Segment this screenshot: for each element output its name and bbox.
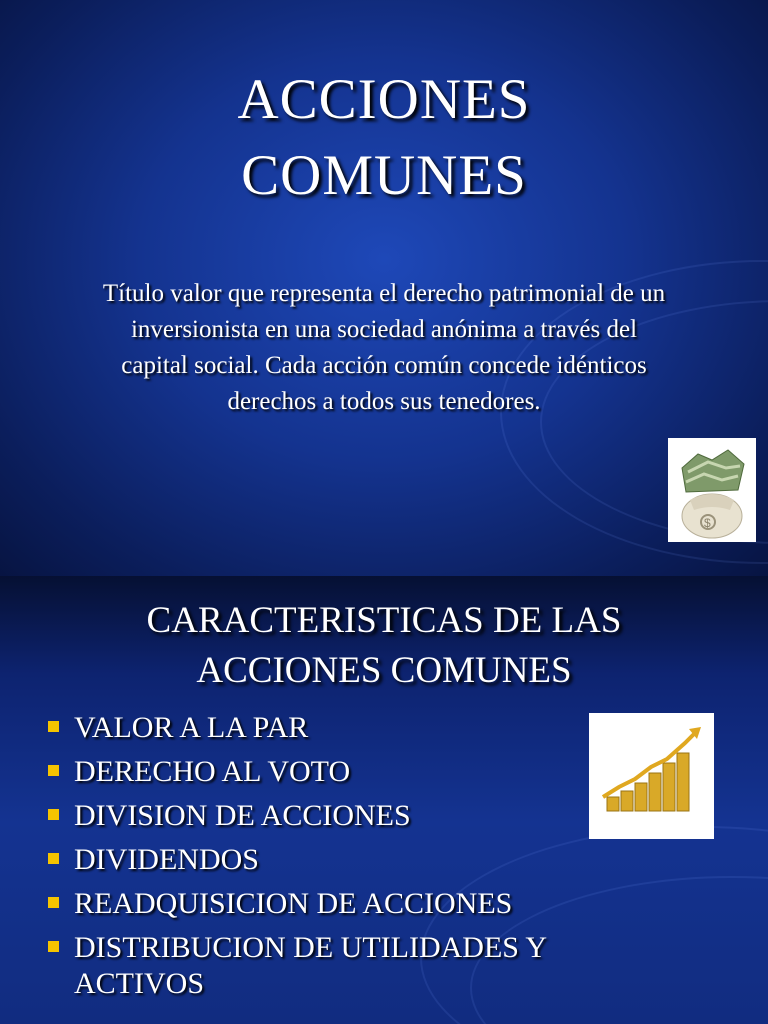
title-line: ACCIONES — [237, 68, 531, 131]
characteristics-list — [44, 710, 644, 1010]
slide-2-title — [0, 596, 768, 696]
bullet-square-icon — [48, 809, 59, 820]
title-line: COMUNES — [241, 144, 527, 207]
bullet-square-icon — [48, 941, 59, 952]
list-item: READQUISICION DE ACCIONES — [44, 886, 644, 922]
svg-text:$: $ — [704, 516, 711, 530]
bullet-square-icon — [48, 853, 59, 864]
list-item: DIVIDENDOS — [44, 842, 644, 878]
bullet-square-icon — [48, 721, 59, 732]
slide-2 — [0, 576, 768, 1024]
list-item: DIVISION DE ACCIONES — [44, 798, 644, 834]
title-line: ACCIONES COMUNES — [196, 650, 572, 691]
list-item: DISTRIBUCION DE UTILIDADES Y ACTIVOS — [44, 930, 644, 1002]
bullet-square-icon — [48, 765, 59, 776]
bullet-square-icon — [48, 897, 59, 908]
slide-1-title — [0, 62, 768, 214]
money-bag-icon — [668, 438, 756, 542]
list-item: VALOR A LA PAR — [44, 710, 644, 746]
title-line: CARACTERISTICAS DE LAS — [146, 600, 622, 641]
list-item: DERECHO AL VOTO — [44, 754, 644, 790]
definition-text: Título valor que representa el derecho patrimonial de un inversionista en una sociedad anónima a través del capital social. Cada acción común concede idénticos derechos a todos sus tenedores. — [102, 280, 666, 415]
